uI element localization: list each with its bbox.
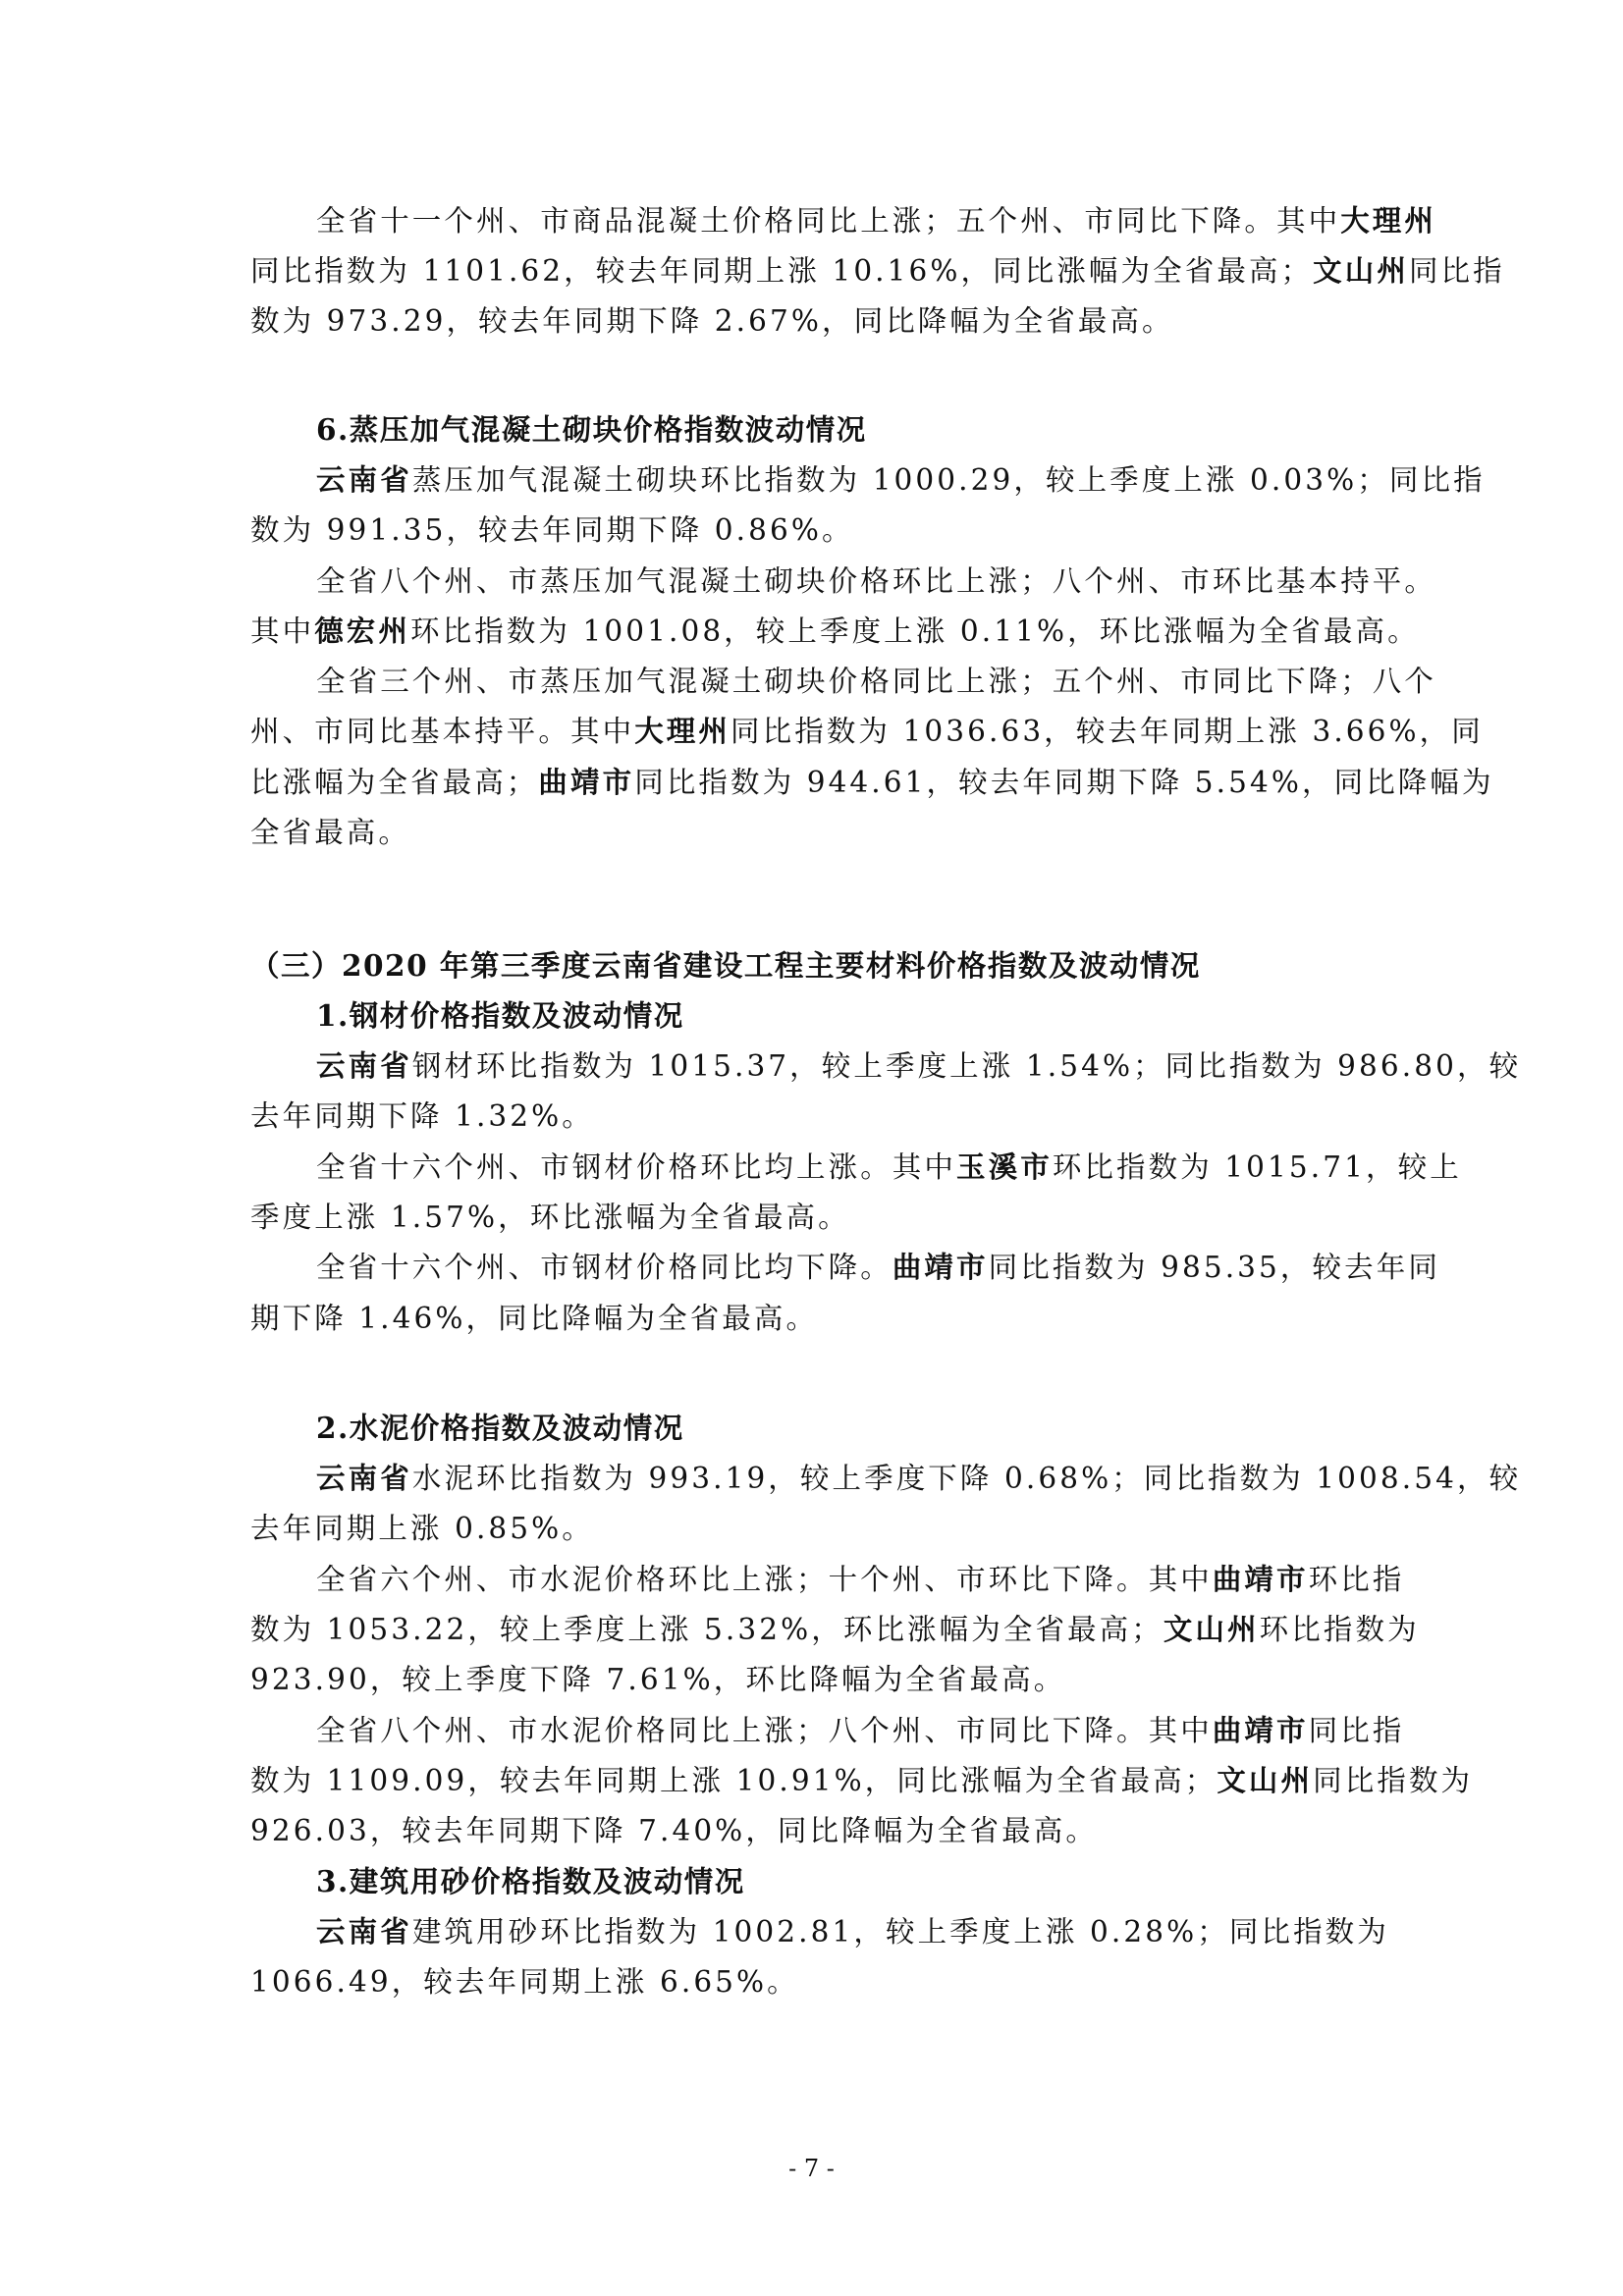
text-segment: 期下降 1.46%，同比降幅为全省最高。 [250,1302,819,1335]
paragraph-line [316,1148,1462,1187]
text-segment: 926.03，较去年同期下降 7.40%，同比降幅为全省最高。 [250,1814,1098,1847]
text-segment: 环比指数为 1015.71，较上 [1052,1150,1462,1184]
text-segment: 同比指数为 944.61，较去年同期下降 5.54%，同比降幅为 [634,766,1494,799]
bold-text: 3.建筑用砂价格指数及波动情况 [316,1864,745,1898]
text-segment: 数为 991.35，较去年同期下降 0.86%。 [250,513,854,547]
paragraph-line [250,763,1494,802]
paragraph-line [316,1912,1389,1951]
text-segment: 全省十六个州、市钢材价格同比均下降。 [316,1251,893,1284]
text-segment: 其中 [250,614,315,648]
paragraph-line [250,1610,1420,1649]
paragraph-line [316,201,1436,240]
bold-text: 云南省 [316,1048,412,1083]
text-segment: 数为 1109.09，较去年同期上涨 10.91%，同比涨幅为全省最高； [250,1764,1217,1797]
section-heading [250,946,1201,986]
bold-text: 6.蒸压加气混凝土砌块价格指数波动情况 [316,412,867,447]
paragraph-line [250,1509,594,1548]
bold-text: 1.钢材价格指数及波动情况 [316,998,684,1033]
text-segment: 季度上涨 1.57%，环比涨幅为全省最高。 [250,1201,850,1234]
paragraph-line [250,1811,1098,1850]
text-segment: 同比指 [1408,254,1505,288]
text-segment: 数为 1053.22，较上季度上涨 5.32%，环比涨幅为全省最高； [250,1613,1163,1646]
bold-text: 2.水泥价格指数及波动情况 [316,1411,684,1445]
text-segment: 全省最高。 [250,816,411,849]
text-segment: 全省六个州、市水泥价格环比上涨；十个州、市环比下降。其中 [316,1563,1213,1596]
paragraph-line [250,1096,594,1136]
text-segment: 去年同期上涨 0.85%。 [250,1512,594,1545]
text-segment: 蒸压加气混凝土砌块环比指数为 1000.29，较上季度上涨 0.03%；同比指 [411,463,1486,497]
paragraph-line [316,1046,1521,1086]
paragraph-line [316,1711,1404,1750]
paragraph-line [250,251,1505,291]
text-segment: 环比指 [1308,1563,1405,1596]
paragraph-line [316,561,1436,601]
text-segment: 923.90，较上季度下降 7.61%，环比降幅为全省最高。 [250,1663,1066,1696]
bold-text: 曲靖市 [1212,1562,1309,1596]
text-segment: 同比指数为 1036.63，较去年同期上涨 3.66%，同 [730,715,1484,748]
text-segment: 同比指 [1308,1714,1405,1747]
text-segment: 同比指数为 985.35，较去年同 [988,1251,1440,1284]
paragraph-line [250,1198,850,1237]
bold-text: 曲靖市 [1212,1713,1309,1747]
text-segment: 水泥环比指数为 993.19，较上季度下降 0.68%；同比指数为 1008.54，较 [411,1462,1522,1495]
bold-text: 云南省 [316,1914,412,1949]
text-segment: 全省十六个州、市钢材价格环比均上涨。其中 [316,1150,957,1184]
bold-text: 大理州 [634,714,731,748]
text-segment: 去年同期下降 1.32%。 [250,1099,594,1133]
text-segment: 同比指数为 [1313,1764,1474,1797]
section-heading [316,1409,684,1448]
bold-text: （三）2020 年第三季度云南省建设工程主要材料价格指数及波动情况 [250,948,1201,983]
bold-text: 文山州 [1163,1612,1260,1646]
page-number: - 7 - [788,2155,835,2182]
text-segment: 比涨幅为全省最高； [250,766,539,799]
bold-text: 德宏州 [314,614,411,648]
paragraph-line [250,612,1420,651]
text-segment: 数为 973.29，较去年同期下降 2.67%，同比降幅为全省最高。 [250,304,1174,338]
text-segment: 环比指数为 [1259,1613,1420,1646]
section-heading [316,996,684,1036]
bold-text: 曲靖市 [892,1250,989,1284]
text-segment: 全省八个州、市水泥价格同比上涨；八个州、市同比下降。其中 [316,1714,1213,1747]
bold-text: 玉溪市 [956,1149,1053,1184]
text-segment: 环比指数为 1001.08，较上季度上涨 0.11%，环比涨幅为全省最高。 [410,614,1420,648]
paragraph-line [316,1459,1521,1498]
text-segment: 钢材环比指数为 1015.37，较上季度上涨 1.54%；同比指数为 986.80，较 [411,1049,1522,1083]
paragraph-line [250,1761,1473,1800]
paragraph-line [250,712,1484,751]
text-segment: 全省三个州、市蒸压加气混凝土砌块价格同比上涨；五个州、市同比下降；八个 [316,665,1437,698]
paragraph-line [316,460,1486,500]
paragraph-line [250,510,854,550]
bold-text: 曲靖市 [538,765,635,799]
bold-text: 大理州 [1340,203,1437,238]
text-segment: 同比指数为 1101.62，较去年同期上涨 10.16%，同比涨幅为全省最高； [250,254,1314,288]
bold-text: 云南省 [316,1461,412,1495]
bold-text: 文山州 [1217,1763,1314,1797]
section-heading [316,1862,745,1901]
text-segment: 州、市同比基本持平。其中 [250,715,635,748]
text-segment: 全省十一个州、市商品混凝土价格同比上涨；五个州、市同比下降。其中 [316,204,1341,238]
paragraph-line [316,1560,1404,1599]
text-segment: 1066.49，较去年同期上涨 6.65%。 [250,1965,799,1999]
text-segment: 建筑用砂环比指数为 1002.81，较上季度上涨 0.28%；同比指数为 [411,1915,1389,1949]
section-heading [316,410,867,450]
paragraph-line [316,1248,1440,1287]
bold-text: 文山州 [1313,253,1409,288]
text-segment: 全省八个州、市蒸压加气混凝土砌块价格环比上涨；八个州、市环比基本持平。 [316,564,1437,598]
bold-text: 云南省 [316,462,412,497]
paragraph-line [250,813,410,852]
paragraph-line [250,1962,799,2002]
paragraph-line [250,1299,818,1338]
paragraph-line [250,301,1174,341]
paragraph-line [250,1660,1065,1699]
paragraph-line [316,662,1436,701]
